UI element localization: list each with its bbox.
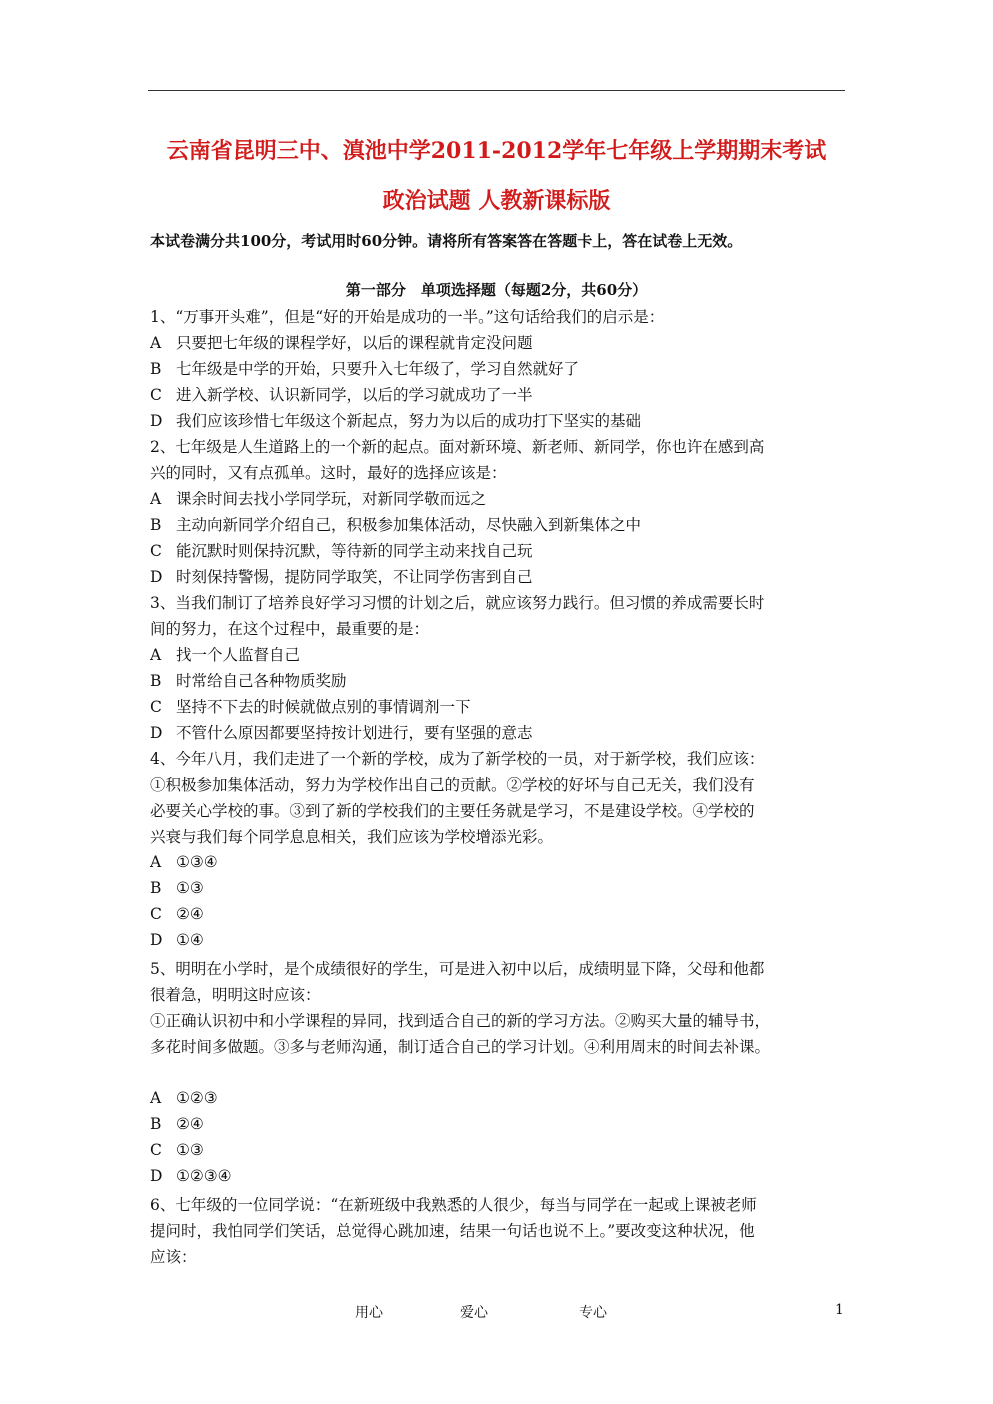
question-3-stem-line-1: 3、当我们制订了培养良好学习习惯的计划之后，就应该努力践行。但习惯的养成需要长时 — [150, 594, 765, 612]
question-6-stem-line-1: 6、七年级的一位同学说：“在新班级中我熟悉的人很少，每当与同学在一起或上课被老师 — [150, 1196, 757, 1214]
question-4-option-b: B ①③ — [150, 879, 204, 897]
question-4-stem-line-4: 兴衰与我们每个同学息息相关，我们应该为学校增添光彩。 — [150, 828, 554, 846]
question-2-option-b: B 主动向新同学介绍自己，积极参加集体活动，尽快融入到新集体之中 — [150, 516, 642, 534]
footer-word-1: 用心 — [355, 1305, 383, 1321]
question-5-stem-line-1: 5、明明在小学时，是个成绩很好的学生，可是进入初中以后，成绩明显下降，父母和他都 — [150, 960, 765, 978]
question-2-stem-line-1: 2、七年级是人生道路上的一个新的起点。面对新环境、新老师、新同学，你也许在感到高 — [150, 438, 765, 456]
question-6-stem-line-3: 应该： — [150, 1248, 197, 1266]
footer-word-2: 爱心 — [460, 1305, 488, 1321]
question-4-stem-line-3: 必要关心学校的事。③到了新的学校我们的主要任务就是学习，不是建设学校。④学校的 — [150, 802, 755, 820]
question-3-option-d: D 不管什么原因都要坚持按计划进行，要有坚强的意志 — [150, 724, 533, 742]
question-5-stem-line-2: 很着急，明明这时应该： — [150, 986, 321, 1004]
question-3-option-b: B 时常给自己各种物质奖励 — [150, 672, 347, 690]
question-4-stem-line-2: ①积极参加集体活动，努力为学校作出自己的贡献。②学校的好坏与自己无关，我们没有 — [150, 776, 755, 794]
question-2-stem-line-2: 兴的同时，又有点孤单。这时，最好的选择应该是： — [150, 464, 507, 482]
footer-word-3: 专心 — [579, 1305, 607, 1321]
question-2-option-c: C 能沉默时则保持沉默，等待新的同学主动来找自己玩 — [150, 542, 533, 560]
question-3-option-a: A 找一个人监督自己 — [150, 646, 301, 664]
question-4-option-d: D ①④ — [150, 931, 204, 949]
question-2-option-d: D 时刻保持警惕，提防同学取笑，不让同学伤害到自己 — [150, 568, 533, 586]
question-5-stem-line-3: ①正确认识初中和小学课程的异同，找到适合自己的新的学习方法。②购买大量的辅导书， — [150, 1012, 771, 1030]
section-title: 第一部分 单项选择题（每题2分，共60分） — [345, 281, 648, 299]
header-rule — [148, 90, 845, 91]
exam-title-line-2: 政治试题 人教新课标版 — [382, 188, 611, 214]
question-1-option-b: B 七年级是中学的开始，只要升入七年级了，学习自然就好了 — [150, 360, 580, 378]
question-4-stem-line-1: 4、今年八月，我们走进了一个新的学校，成为了新学校的一员，对于新学校，我们应该： — [150, 750, 765, 768]
question-5-option-c: C ①③ — [150, 1141, 204, 1159]
question-3-stem-line-2: 间的努力，在这个过程中，最重要的是： — [150, 620, 430, 638]
question-1-stem-line-1: 1、“万事开头难”，但是“好的开始是成功的一半。”这句话给我们的启示是： — [150, 308, 665, 326]
page-number: 1 — [835, 1302, 844, 1318]
question-6-stem-line-2: 提问时，我怕同学们笑话，总觉得心跳加速，结果一句话也说不上。”要改变这种状况，他 — [150, 1222, 755, 1240]
question-5-option-d: D ①②③④ — [150, 1167, 232, 1185]
question-1-option-d: D 我们应该珍惜七年级这个新起点，努力为以后的成功打下坚实的基础 — [150, 412, 642, 430]
question-5-option-a: A ①②③ — [150, 1089, 218, 1107]
question-4-option-c: C ②④ — [150, 905, 204, 923]
question-1-option-a: A 只要把七年级的课程学好，以后的课程就肯定没问题 — [150, 334, 533, 352]
exam-notice: 本试卷满分共100分，考试用时60分钟。请将所有答案答在答题卡上，答在试卷上无效。 — [150, 232, 743, 250]
question-5-option-b: B ②④ — [150, 1115, 204, 1133]
question-4-option-a: A ①③④ — [150, 853, 218, 871]
question-1-option-c: C 进入新学校、认识新同学，以后的学习就成功了一半 — [150, 386, 533, 404]
exam-title-line-1: 云南省昆明三中、滇池中学2011-2012学年七年级上学期期末考试 — [166, 138, 827, 164]
question-2-option-a: A 课余时间去找小学同学玩，对新同学敬而远之 — [150, 490, 487, 508]
question-5-stem-line-4: 多花时间多做题。③多与老师沟通，制订适合自己的学习计划。④利用周末的时间去补课。 — [150, 1038, 771, 1056]
question-3-option-c: C 坚持不下去的时候就做点别的事情调剂一下 — [150, 698, 471, 716]
